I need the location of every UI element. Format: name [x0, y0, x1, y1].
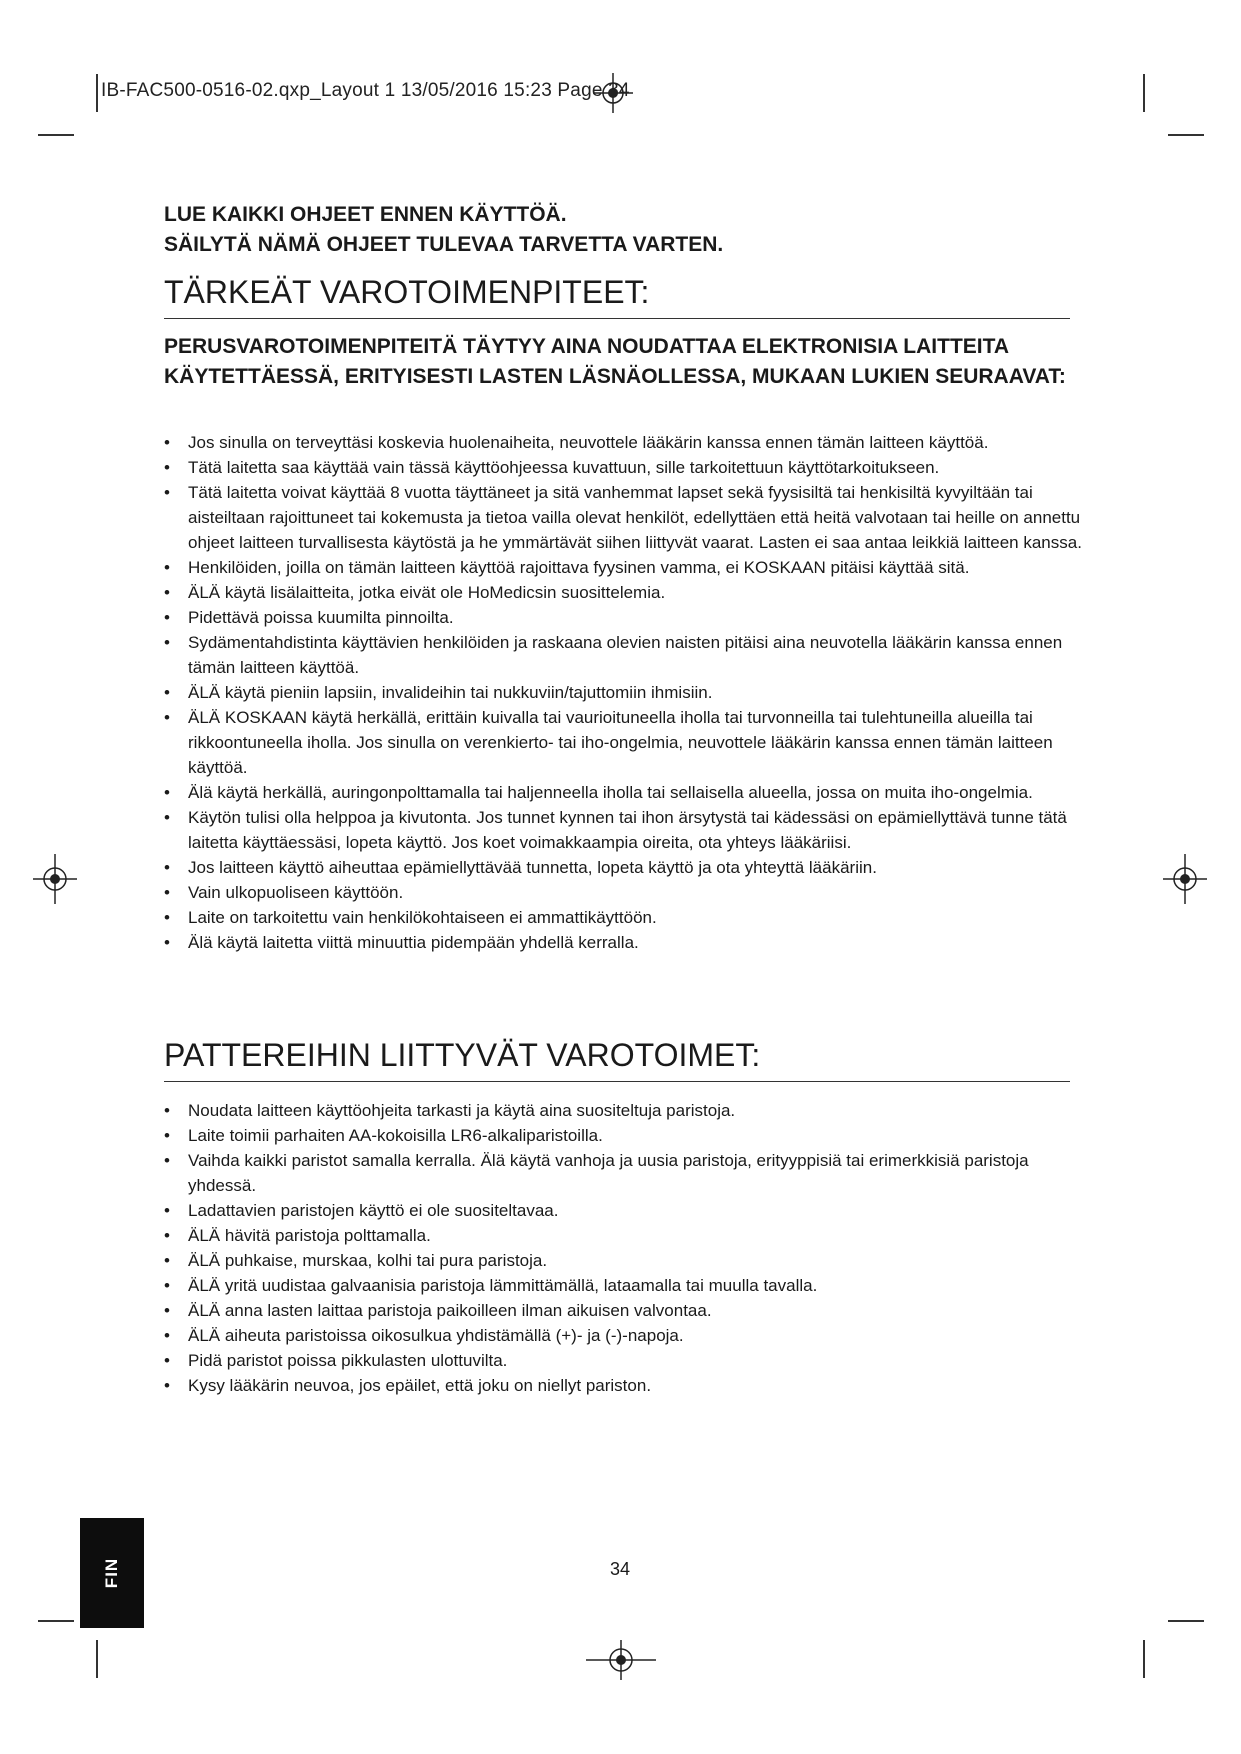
list-item: • Kysy lääkärin neuvoa, jos epäilet, että joku on niellyt pariston.: [164, 1373, 1084, 1398]
intro-line-1: LUE KAIKKI OHJEET ENNEN KÄYTTÖÄ.: [164, 203, 567, 226]
list-item: • Laite toimii parhaiten AA-kokoisilla LR6-alkaliparistoilla.: [164, 1123, 1084, 1148]
section-1-list: [164, 430, 1084, 955]
intro-line-2: SÄILYTÄ NÄMÄ OHJEET TULEVAA TARVETTA VARTEN.: [164, 233, 724, 256]
list-item: • Ladattavien paristojen käyttö ei ole suositeltavaa.: [164, 1198, 1084, 1223]
crop-mark-top-left-v: [96, 74, 98, 112]
page-number: 34: [609, 1559, 631, 1579]
list-item: • Vain ulkopuoliseen käyttöön.: [164, 880, 1084, 905]
list-item: • Älä käytä herkällä, auringonpolttamalla tai haljenneella iholla tai sellaisella alueella, jossa on muita iho-ongelmia.: [164, 780, 1084, 805]
list-item: • Tätä laitetta voivat käyttää 8 vuotta täyttäneet ja sitä vanhemmat lapset sekä fyysisiltä tai henkisiltä kyvyiltään tai aisteiltaan rajoittuneet tai kokemusta ja tietoa vailla olevat henkilöt, edellyttäen että heitä valvotaan tai heille on annettu ohjeet laitteen turvallisesta käytöstä ja he ymmärtävät siihen liittyvät vaarat. Lasten ei saa antaa leikkiä laitteen kanssa.: [164, 480, 1084, 555]
list-item: • ÄLÄ hävitä paristoja polttamalla.: [164, 1223, 1084, 1248]
language-tab: [80, 1518, 144, 1628]
crop-mark-top-left-h: [38, 134, 74, 136]
crop-mark-top-right-h: [1168, 134, 1204, 136]
list-item: • ÄLÄ aiheuta paristoissa oikosulkua yhdistämällä (+)- ja (-)-napoja.: [164, 1323, 1084, 1348]
list-item: • Pidettävä poissa kuumilta pinnoilta.: [164, 605, 1084, 630]
list-item: • Tätä laitetta saa käyttää vain tässä käyttöohjeessa kuvattuun, sille tarkoitettuun käyttötarkoitukseen.: [164, 455, 1084, 480]
section-1-title: TÄRKEÄT VAROTOIMENPITEET:: [164, 272, 1070, 319]
list-item: • ÄLÄ anna lasten laittaa paristoja paikoilleen ilman aikuisen valvontaa.: [164, 1298, 1084, 1323]
section-1-subheading: PERUSVAROTOIMENPITEITÄ TÄYTYY AINA NOUDATTAA ELEKTRONISIA LAITTEITA KÄYTETTÄESSÄ, ERITYISESTI LASTEN LÄSNÄOLLESSA, MUKAAN LUKIEN SEURAAVAT:: [164, 335, 1066, 388]
list-item: • Henkilöiden, joilla on tämän laitteen käyttöä rajoittava fyysinen vamma, ei KOSKAAN pitäisi käyttää sitä.: [164, 555, 1084, 580]
registration-mark-bottom-icon: [586, 1640, 656, 1680]
list-item: • Sydämentahdistinta käyttävien henkilöiden ja raskaana olevien naisten pitäisi aina neuvotella lääkärin kanssa ennen tämän laitteen käyttöä.: [164, 630, 1084, 680]
crop-mark-bottom-right-h: [1168, 1620, 1204, 1622]
list-item: • ÄLÄ käytä lisälaitteita, jotka eivät ole HoMedicsin suosittelemia.: [164, 580, 1084, 605]
list-item: • Noudata laitteen käyttöohjeita tarkasti ja käytä aina suositeltuja paristoja.: [164, 1098, 1084, 1123]
list-item: • Jos laitteen käyttö aiheuttaa epämiellyttävää tunnetta, lopeta käyttö ja ota yhteyttä lääkäriin.: [164, 855, 1084, 880]
list-item: • Laite on tarkoitettu vain henkilökohtaiseen ei ammattikäyttöön.: [164, 905, 1084, 930]
registration-mark-right-icon: [1163, 854, 1207, 904]
section-2-title: PATTEREIHIN LIITTYVÄT VAROTOIMET:: [164, 1035, 1070, 1082]
registration-mark-left-icon: [33, 854, 77, 904]
crop-mark-bottom-right-v: [1143, 1640, 1145, 1678]
crop-mark-bottom-left-h: [38, 1620, 74, 1622]
language-tab-label: FIN: [102, 1557, 121, 1589]
list-item: • Vaihda kaikki paristot samalla kerralla. Älä käytä vanhoja ja uusia paristoja, erityyppisiä tai erimerkkisiä paristoja yhdessä.: [164, 1148, 1084, 1198]
list-item: • ÄLÄ käytä pieniin lapsiin, invalideihin tai nukkuviin/tajuttomiin ihmisiin.: [164, 680, 1084, 705]
crop-mark-bottom-left-v: [96, 1640, 98, 1678]
list-item: • ÄLÄ KOSKAAN käytä herkällä, erittäin kuivalla tai vaurioituneella iholla tai turvonneilla tai tulehtuneilla alueilla tai rikkoontuneella iholla. Jos sinulla on verenkierto- tai iho-ongelmia, neuvottele lääkärin kanssa ennen tämän laitteen käyttöä.: [164, 705, 1084, 780]
section-2-list: [164, 1098, 1084, 1398]
list-item: • Käytön tulisi olla helppoa ja kivutonta. Jos tunnet kynnen tai ihon ärsytystä tai kädessäsi on epämiellyttävä tunne tätä laitetta käyttäessäsi, lopeta käyttö. Jos koet voimakkaampia oireita, ota yhteys lääkäriisi.: [164, 805, 1084, 855]
list-item: • ÄLÄ yritä uudistaa galvaanisia paristoja lämmittämällä, lataamalla tai muulla tavalla.: [164, 1273, 1084, 1298]
intro-block: [164, 200, 1074, 260]
list-item: • Jos sinulla on terveyttäsi koskevia huolenaiheita, neuvottele lääkärin kanssa ennen tämän laitteen käyttöä.: [164, 430, 1084, 455]
print-slug: IB-FAC500-0516-02.qxp_Layout 1 13/05/2016 15:23 Page 34: [101, 80, 630, 101]
crop-mark-top-right-v: [1143, 74, 1145, 112]
list-item: • Pidä paristot poissa pikkulasten ulottuvilta.: [164, 1348, 1084, 1373]
list-item: • Älä käytä laitetta viittä minuuttia pidempään yhdellä kerralla.: [164, 930, 1084, 955]
list-item: • ÄLÄ puhkaise, murskaa, kolhi tai pura paristoja.: [164, 1248, 1084, 1273]
